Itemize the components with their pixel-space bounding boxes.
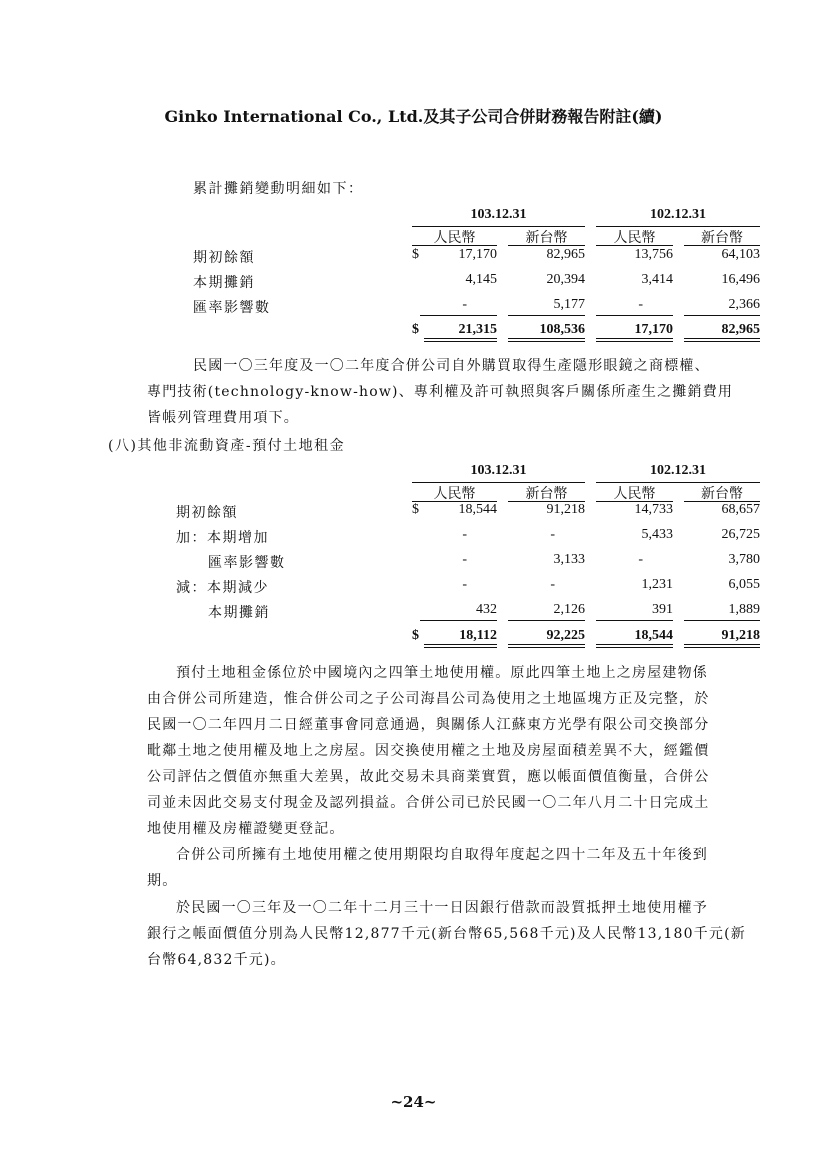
table1-cell: 5,177	[553, 297, 585, 312]
table1-subtotal-rule	[596, 315, 673, 316]
para1-line: 專門技術(technology-know-how)、專利權及許可執照與客戶關係所產生之攤銷費用	[147, 384, 734, 400]
table2-total-rule	[508, 644, 585, 645]
table1-cell: 2,366	[728, 297, 760, 312]
table1-col-ntd-2: 新台幣	[701, 230, 743, 246]
table1-total-cell: 17,170	[634, 322, 673, 337]
table2-cell: -	[638, 552, 643, 567]
table2-total-cell: 92,225	[546, 628, 585, 643]
para1-line: 皆帳列管理費用項下。	[147, 410, 299, 426]
table2-cell: 91,218	[546, 502, 585, 517]
para4-line: 銀行之帳面價值分別為人民幣12,877千元(新台幣65,568千元)及人民幣13,180千元(新	[147, 926, 746, 942]
table1-col-rule	[684, 245, 760, 246]
table1-total-rule	[684, 338, 760, 339]
para2-line: 由合併公司所建造，惟合併公司之子公司海昌公司為使用之土地區塊方正及完整，於	[147, 691, 710, 707]
table2-cell: 2,126	[553, 602, 585, 617]
table2-col-rmb-1: 人民幣	[433, 486, 476, 502]
table2-cell: -	[550, 527, 555, 542]
table1-col-rmb-2: 人民幣	[613, 230, 656, 246]
table1-total-rule	[424, 338, 497, 339]
table1-row-label: 本期攤銷	[193, 275, 255, 291]
para2-line: 預付土地租金係位於中國境內之四筆土地使用權。原此四筆土地上之房屋建物係	[176, 665, 708, 681]
table2-cell: -	[462, 577, 467, 592]
table1-total-rule	[424, 341, 497, 342]
table2-cell: 3,133	[553, 552, 585, 567]
table2-total-rule	[684, 647, 760, 648]
table1-row-label: 匯率影響數	[193, 300, 271, 316]
table1-year2: 102.12.31	[650, 207, 706, 222]
page-title: Ginko International Co., Ltd.及其子公司合併財務報告附註(續)	[164, 107, 663, 126]
table1-cell: 3,414	[641, 272, 673, 287]
table2-total-rule	[596, 644, 673, 645]
table2-row-label: 匯率影響數	[208, 555, 286, 571]
table1-cell: 17,170	[458, 247, 497, 262]
table2-row-label: 期初餘額	[176, 505, 238, 521]
table2-cell: 5,433	[641, 527, 673, 542]
table1-year1: 103.12.31	[470, 207, 527, 222]
table2-total-dollar: $	[412, 628, 419, 643]
table2-cell: 6,055	[728, 577, 760, 592]
table1-cell: 13,756	[634, 247, 673, 262]
table1-cell: 82,965	[546, 247, 585, 262]
table2-subtotal-rule	[684, 620, 760, 621]
table1-col-rule	[508, 245, 585, 246]
para4-line: 台幣64,832千元)。	[147, 952, 286, 968]
table2-year2: 102.12.31	[650, 463, 706, 478]
para2-line: 公司評估之價值亦無重大差異，故此交易未具商業實質，應以帳面價值衡量，合併公	[147, 769, 710, 785]
table2-dollar-sign: $	[412, 502, 419, 517]
table1-subtotal-rule	[420, 315, 497, 316]
table2-total-cell: 18,544	[634, 628, 673, 643]
para3-line: 合併公司所擁有土地使用權之使用期限均自取得年度起之四十二年及五十年後到	[176, 847, 708, 863]
table2-total-rule	[684, 644, 760, 645]
para4-line: 於民國一〇三年及一〇二年十二月三十一日因銀行借款而設質抵押土地使用權予	[176, 900, 708, 916]
table2-cell: 1,231	[641, 577, 673, 592]
table1-col-rule	[412, 245, 497, 246]
table2-total-rule	[596, 647, 673, 648]
table2-cell: -	[462, 552, 467, 567]
table2-subtotal-rule	[596, 620, 673, 621]
table1-total-cell: 108,536	[539, 322, 585, 337]
para1-line: 民國一〇三年度及一〇二年度合併公司自外購買取得生產隱形眼鏡之商標權、	[193, 358, 710, 374]
table2-subtotal-rule	[508, 620, 585, 621]
table1-total-cell: 21,315	[458, 322, 497, 337]
table1-intro: 累計攤銷變動明細如下：	[193, 181, 364, 197]
table1-subtotal-rule	[684, 315, 760, 316]
table1-total-rule	[508, 338, 585, 339]
table1-subtotal-rule	[508, 315, 585, 316]
table2-cell: 391	[652, 602, 673, 617]
table1-cell: 64,103	[721, 247, 760, 262]
table2-total-cell: 91,218	[721, 628, 760, 643]
table1-total-dollar: $	[412, 322, 419, 337]
table2-col-rmb-2: 人民幣	[613, 486, 656, 502]
page-number: ~24~	[390, 1093, 437, 1111]
table1-total-rule	[684, 341, 760, 342]
table2-total-rule	[424, 647, 497, 648]
table2-total-rule	[508, 647, 585, 648]
para2-line: 毗鄰土地之使用權及地上之房屋。因交換使用權之土地及房屋面積差異不大，經鑑價	[147, 743, 710, 759]
table2-cell: -	[462, 527, 467, 542]
table2-col-ntd-1: 新台幣	[525, 486, 568, 502]
table1-col-ntd-1: 新台幣	[525, 230, 568, 246]
table1-col-rule	[596, 245, 673, 246]
table1-cell: 20,394	[546, 272, 585, 287]
table2-cell: -	[550, 577, 555, 592]
table1-cell: -	[462, 297, 467, 312]
table1-cell: 4,145	[465, 272, 497, 287]
table2-row-label: 加：本期增加	[176, 530, 269, 546]
table2-total-cell: 18,112	[459, 628, 497, 643]
table1-cell: 16,496	[721, 272, 760, 287]
table2-row-label: 本期攤銷	[208, 605, 270, 621]
table2-col-ntd-2: 新台幣	[701, 486, 743, 502]
table1-total-cell: 82,965	[721, 322, 760, 337]
table1-dollar-sign: $	[412, 247, 419, 262]
para2-line: 司並未因此交易支付現金及認列損益。合併公司已於民國一〇二年八月二十日完成土	[147, 795, 710, 811]
para3-line: 期。	[147, 873, 178, 889]
table2-total-rule	[424, 644, 497, 645]
table2-cell: 18,544	[458, 502, 497, 517]
table1-total-rule	[596, 341, 673, 342]
table2-cell: 14,733	[634, 502, 673, 517]
table2-cell: 26,725	[721, 527, 760, 542]
table2-cell: 432	[476, 602, 497, 617]
table1-row-label: 期初餘額	[193, 250, 255, 266]
table1-total-rule	[596, 338, 673, 339]
table1-cell: -	[638, 297, 643, 312]
table2-year1: 103.12.31	[470, 463, 527, 478]
table2-cell: 3,780	[728, 552, 760, 567]
table1-total-rule	[508, 341, 585, 342]
table1-col-rmb-1: 人民幣	[433, 230, 476, 246]
para2-line: 民國一〇二年四月二日經董事會同意通過，與關係人江蘇東方光學有限公司交換部分	[147, 717, 710, 733]
section-heading: (八)其他非流動資產-預付土地租金	[108, 438, 346, 454]
table2-cell: 68,657	[721, 502, 760, 517]
table2-subtotal-rule	[420, 620, 497, 621]
para2-line: 地使用權及房權證變更登記。	[147, 821, 345, 837]
table2-row-label: 減：本期減少	[176, 580, 269, 596]
table2-cell: 1,889	[728, 602, 760, 617]
